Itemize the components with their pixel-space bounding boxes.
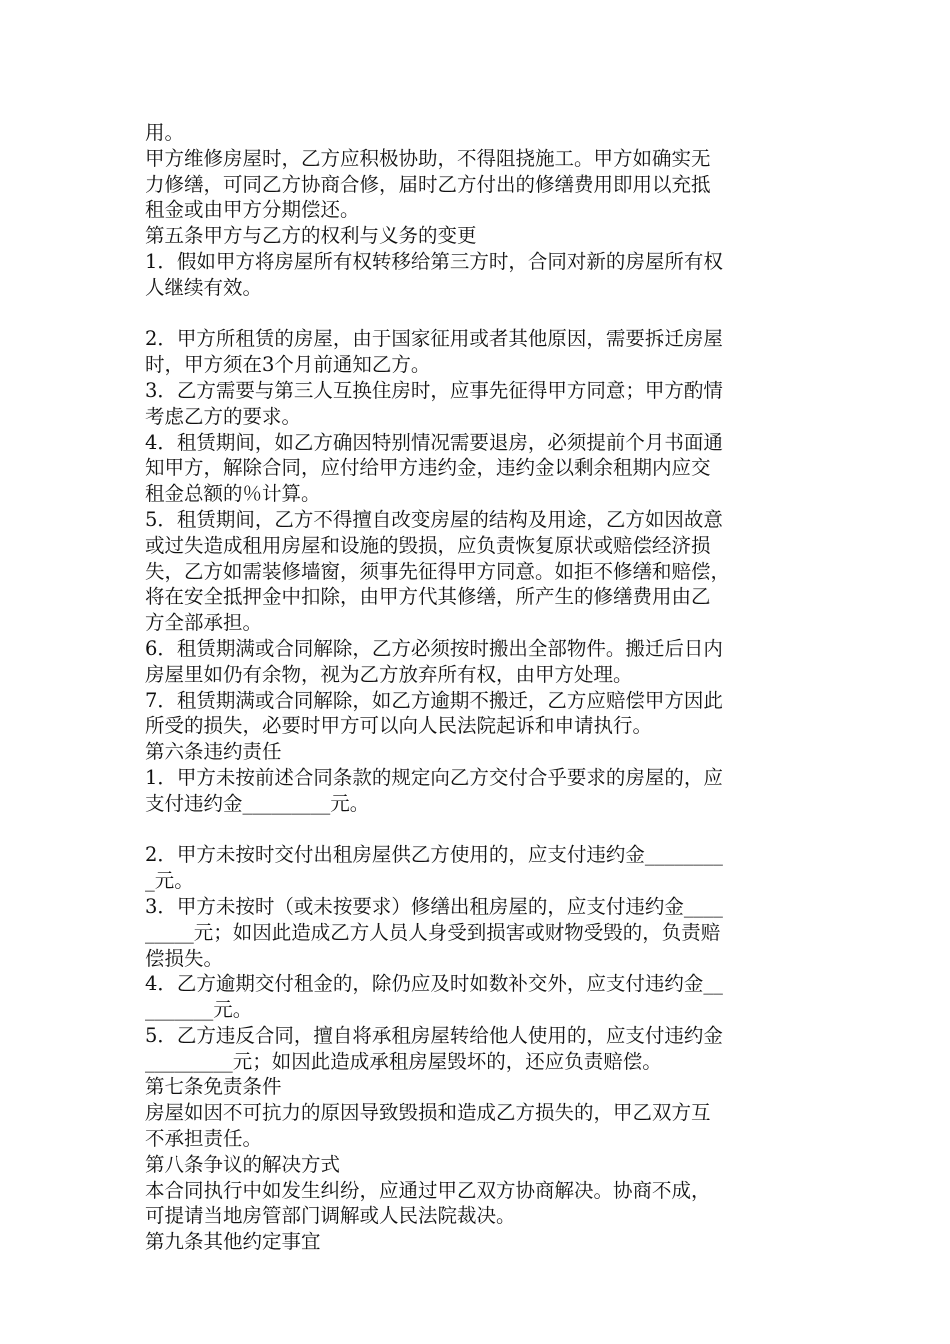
text-line: 租金或由甲方分期偿还。 [145, 198, 360, 222]
section-heading: 第六条违约责任 [145, 740, 282, 764]
text-line: 3．甲方未按时（或未按要求）修缮出租房屋的，应支付违约金____ [145, 894, 723, 918]
text-line: 时，甲方须在3个月前通知乙方。 [145, 353, 431, 377]
blank-line [145, 817, 815, 843]
text-line: 用。 [145, 121, 185, 144]
text-line: 6．租赁期满或合同解除，乙方必须按时搬出全部物件。搬迁后日内 [145, 636, 723, 660]
text-line: 房屋里如仍有余物，视为乙方放弃所有权，由甲方处理。 [145, 662, 633, 686]
text-line: 1．假如甲方将房屋所有权转移给第三方时，合同对新的房屋所有权 [145, 249, 723, 273]
text-line: 可提请当地房管部门调解或人民法院裁决。 [145, 1204, 516, 1228]
text-line: 将在安全抵押金中扣除，由甲方代其修缮，所产生的修缮费用由乙 [145, 585, 711, 609]
text-line: 或过失造成租用房屋和设施的毁损，应负责恢复原状或赔偿经济损 [145, 533, 711, 557]
blank-line [145, 301, 815, 327]
text-line: 知甲方，解除合同，应付给甲方违约金，违约金以剩余租期内应交 [145, 456, 711, 480]
text-line: _____元；如因此造成乙方人员人身受到损害或财物受毁的，负责赔 [145, 920, 721, 944]
text-line: 失，乙方如需装修墙窗，须事先征得甲方同意。如拒不修缮和赔偿， [145, 559, 731, 583]
text-line: 5．租赁期间，乙方不得擅自改变房屋的结构及用途，乙方如因故意 [145, 507, 723, 531]
text-line: 1．甲方未按前述合同条款的规定向乙方交付合乎要求的房屋的，应 [145, 765, 723, 789]
section-heading: 第七条免责条件 [145, 1075, 282, 1099]
text-line: 考虑乙方的要求。 [145, 404, 302, 428]
text-line: 3．乙方需要与第三人互换住房时，应事先征得甲方同意；甲方酌情 [145, 378, 723, 402]
text-line: 甲方维修房屋时，乙方应积极协助，不得阻挠施工。甲方如确实无 [145, 146, 711, 170]
text-line: 4．乙方逾期交付租金的，除仍应及时如数补交外，应支付违约金__ [145, 972, 723, 996]
text-line: 偿损失。 [145, 946, 224, 970]
text-line: 所受的损失，必要时甲方可以向人民法院起诉和申请执行。 [145, 714, 653, 738]
text-line: 7．租赁期满或合同解除，如乙方逾期不搬迁，乙方应赔偿甲方因此 [145, 688, 723, 712]
text-line: 方全部承担。 [145, 611, 263, 635]
text-line: 2．甲方所租赁的房屋，由于国家征用或者其他原因，需要拆迁房屋 [145, 327, 723, 351]
section-heading: 第八条争议的解决方式 [145, 1152, 341, 1176]
text-line: 2．甲方未按时交付出租房屋供乙方使用的，应支付违约金________ [145, 843, 723, 867]
text-line: _______元。 [145, 998, 253, 1022]
text-line: 4．租赁期间，如乙方确因特别情况需要退房，必须提前个月书面通 [145, 430, 723, 454]
section-heading: 第九条其他约定事宜 [145, 1230, 321, 1254]
text-line: _________元；如因此造成承租房屋毁坏的，还应负责赔偿。 [145, 1049, 662, 1073]
text-line: 人继续有效。 [145, 275, 263, 299]
text-line: 租金总额的％计算。 [145, 482, 321, 506]
text-line: 支付违约金_________元。 [145, 791, 370, 815]
section-heading: 第五条甲方与乙方的权利与义务的变更 [145, 224, 477, 248]
document-body [145, 120, 815, 1255]
text-line: 本合同执行中如发生纠纷，应通过甲乙双方协商解决。协商不成， [145, 1178, 711, 1202]
text-line: 房屋如因不可抗力的原因导致毁损和造成乙方损失的，甲乙双方互 [145, 1101, 711, 1125]
text-line: _元。 [145, 869, 194, 893]
text-line: 力修缮，可同乙方协商合修，届时乙方付出的修缮费用即用以充抵 [145, 172, 711, 196]
text-line: 不承担责任。 [145, 1127, 263, 1151]
text-line: 5．乙方违反合同，擅自将承租房屋转给他人使用的，应支付违约金 [145, 1023, 723, 1047]
